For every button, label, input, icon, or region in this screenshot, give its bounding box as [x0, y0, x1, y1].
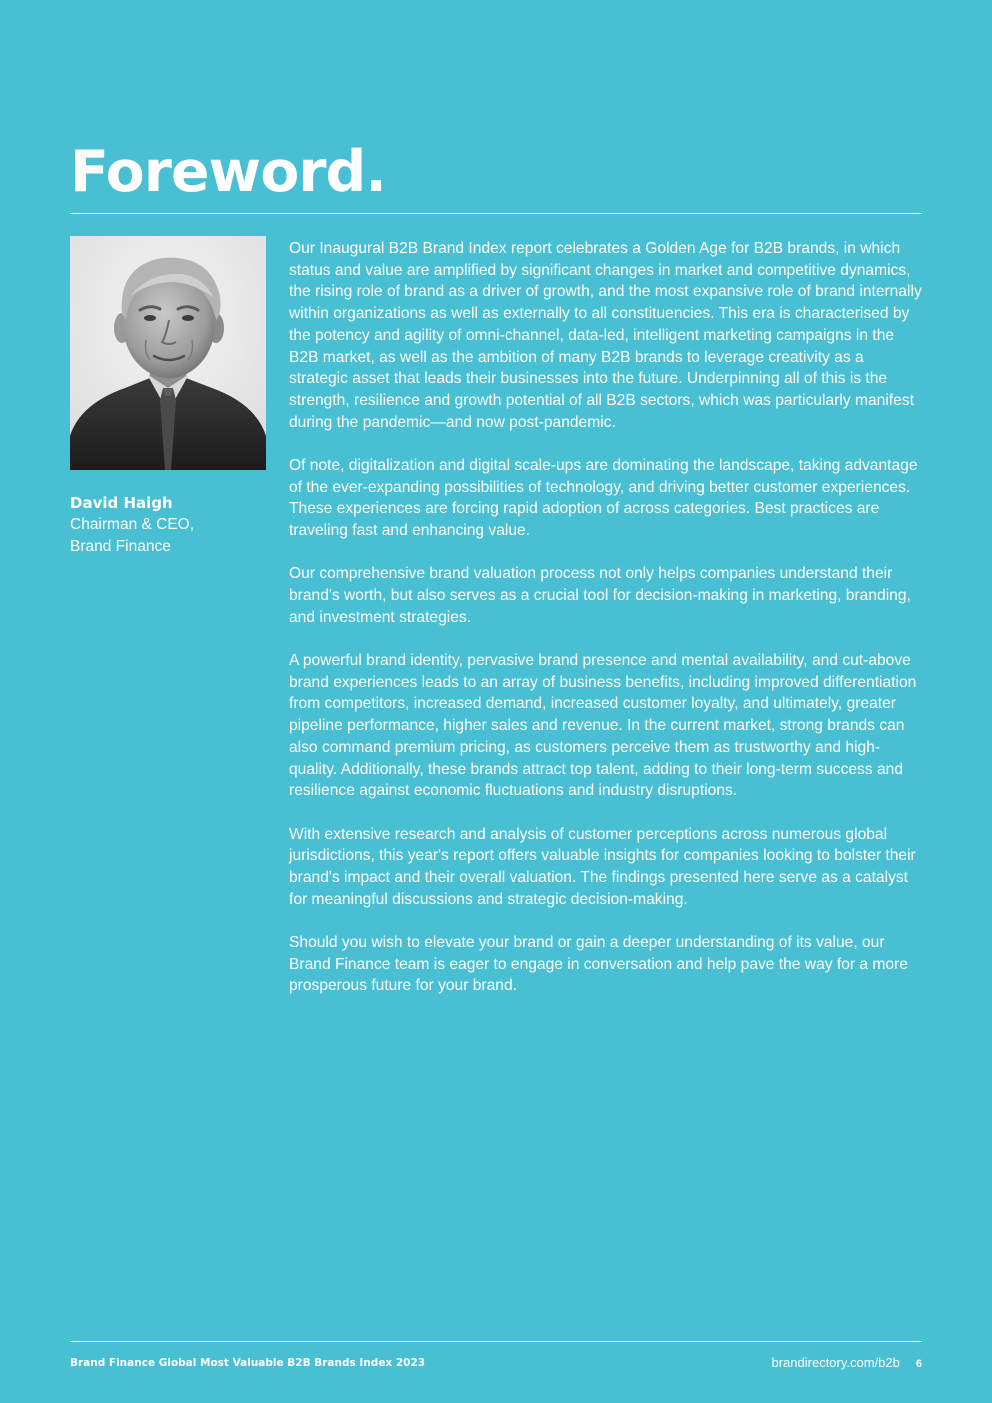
paragraph: A powerful brand identity, pervasive brand presence and mental availability, and cut-above brand experiences leads to an array of business benefits, including improved differentiation from competitors, increased demand, increased customer loyalty, and ultimately, greater pipeline performance, higher sales and revenue. In the current market, strong brands can also command premium pricing, as customers perceive them as trustworthy and high-quality. Additionally, these brands attract top talent, adding to their long-term success and resilience against economic fluctuations and industry disruptions.	[289, 652, 917, 800]
author-name: David Haigh	[70, 494, 173, 512]
footer-url-link[interactable]: brandirectory.com/b2b	[771, 1355, 900, 1370]
paragraph: With extensive research and analysis of customer perceptions across numerous global jurisdictions, this year's report offers valuable insights for companies looking to bolster their brand's impact and their overall valuation. The findings presented here serve as a catalyst for meaningful discussions and strategic decision-making.	[289, 825, 916, 908]
paragraph: Our Inaugural B2B Brand Index report celebrates a Golden Age for B2B brands, in which status and value are amplified by significant changes in market and competitive dynamics, the rising role of brand as a driver of growth, and the most expansive role of brand internally within organizations as well as externally to all constituencies. This era is characterised by the potency and agility of omni-channel, data-led, intelligent marketing campaigns in the B2B market, as well as the ambition of many B2B brands to leverage creativity as a strategic asset that leads their businesses into the future. Underpinning all of this is the strength, resilience and growth potential of all B2B sectors, which was particularly manifest during the pandemic—and now post-pandemic.	[289, 240, 922, 431]
author-portrait	[70, 236, 266, 470]
paragraph: Should you wish to elevate your brand or gain a deeper understanding of its value, our Brand Finance team is eager to engage in conversation and help pave the way for a more prosperous future for your brand.	[289, 933, 908, 995]
author-role: Chairman & CEO,	[70, 516, 195, 533]
paragraph: Our comprehensive brand valuation process not only helps companies understand their brand's worth, but also serves as a crucial tool for decision-making in marketing, branding, and investment strategies.	[289, 565, 911, 626]
footer-right	[772, 1355, 923, 1372]
footer-report-title: Brand Finance Global Most Valuable B2B Brands Index 2023	[70, 1357, 426, 1369]
footer-divider	[70, 1341, 922, 1342]
author-company: Brand Finance	[70, 538, 171, 555]
title-divider	[70, 213, 922, 214]
paragraph: Of note, digitalization and digital scale-ups are dominating the landscape, taking advantage of the ever-expanding possibilities of technology, and driving better customer experiences. These experiences are forcing rapid adoption of across categories. Best practices are traveling fast and enhancing value.	[289, 456, 918, 540]
author-block	[70, 492, 270, 558]
page-number: 6	[915, 1358, 922, 1370]
foreword-body	[289, 238, 922, 1019]
page-title: Foreword.	[70, 139, 386, 205]
